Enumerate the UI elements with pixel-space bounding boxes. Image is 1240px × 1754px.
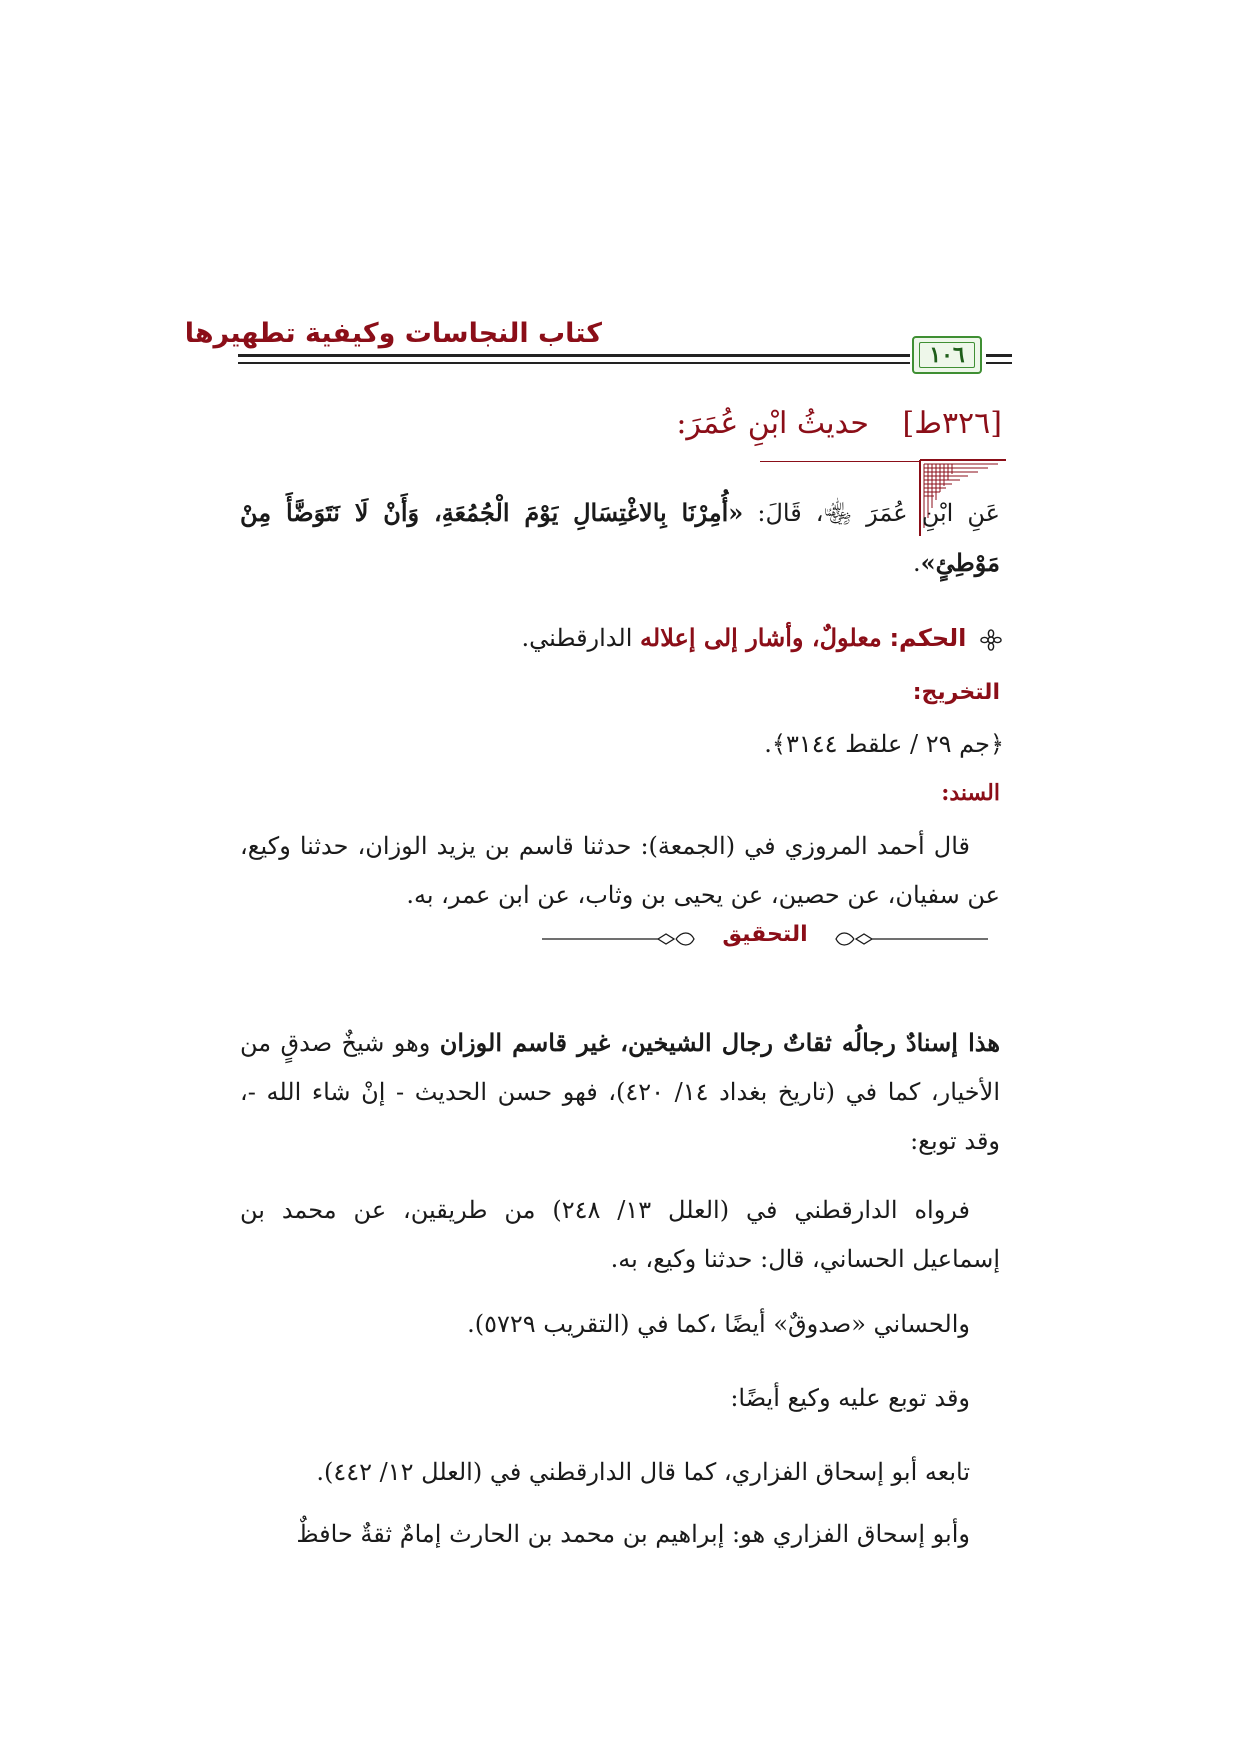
header-rule-left-bottom [986,362,1012,364]
tahqiq-paragraph-6: وأبو إسحاق الفزاري هو: إبراهيم بن محمد بن الحارث إمامٌ ثقةٌ حافظٌ [296,1520,970,1548]
hadith-end: . [913,549,921,577]
takhrij-reference: ﴿جم ٢٩ / علقط ٣١٤٤﴾. [764,730,1004,758]
page-number: ١٠٦ [919,342,975,368]
ruling-line [522,618,1002,658]
hadith-text [240,488,1000,588]
tahqiq-paragraph-4: وقد توبع عليه وكيع أيضًا: [730,1384,970,1412]
tahqiq-paragraph-2: فرواه الدارقطني في (العلل ١٣/ ٢٤٨) من طريقين، عن محمد بن إسماعيل الحساني، قال: حدثنا وكيع، به. [240,1196,1000,1273]
hadith-heading [676,406,1002,441]
tahqiq-paragraph-3: والحساني «صدوقٌ» أيضًا ،كما في (التقريب ٥٧٢٩). [467,1310,970,1338]
hadith-code: [٣٢٦ط] [902,406,1002,441]
tahqiq-paragraph-1-bold: هذا إسنادٌ رجالُه ثقاتٌ رجال الشيخين، غير قاسم الوزان [439,1028,1000,1057]
tahqiq-label: التحقيق [722,922,808,947]
hadith-title: حديثُ ابْنِ عُمَرَ: [676,406,869,441]
ruling-label: الحكم: [889,624,967,652]
ruling-by: الدارقطني. [521,624,641,652]
tahqiq-paragraph-1 [240,1018,1000,1166]
tahqiq-paragraph-5: تابعه أبو إسحاق الفزاري، كما قال الدارقطني في (العلل ١٢/ ٤٤٢). [316,1458,970,1486]
running-header-title: كتاب النجاسات وكيفية تطهيرها [184,318,602,349]
heading-underline [760,461,920,462]
flower-ornament-icon [980,629,1002,651]
header-rule-bottom [238,362,910,364]
takhrij-label: التخريج: [912,680,1000,705]
page-number-badge [912,336,982,374]
tahqiq-divider [540,922,990,952]
ruling-verdict: معلولٌ، وأشار إلى إعلاله [640,623,882,652]
sanad-label: السند: [941,780,1000,806]
sanad-text: قال أحمد المروزي في (الجمعة): حدثنا قاسم بن يزيد الوزان، حدثنا وكيع، عن سفيان، عن حصين، عن يحيى بن وثاب، عن ابن عمر، به. [240,832,1000,909]
tahqiq-paragraph-1-rest: وهو شيخٌ صدقٍ من الأخيار، كما في (تاريخ بغداد ١٤/ ٤٢٠)، فهو حسن الحديث - إنْ شاء الله -، وقد توبع: [240,1029,1000,1155]
hadith-intro: عَنِ ابْنِ عُمَرَ ﵄، قَالَ: [743,499,1000,527]
hadith-matn: «أُمِرْنَا بِالاغْتِسَالِ يَوْمَ الْجُمُعَةِ، وَأَنْ لَا نَتَوَضَّأَ مِنْ مَوْطِئٍ» [240,498,1000,577]
header-rule-left-top [986,354,1012,357]
header-rule-top [238,354,910,357]
